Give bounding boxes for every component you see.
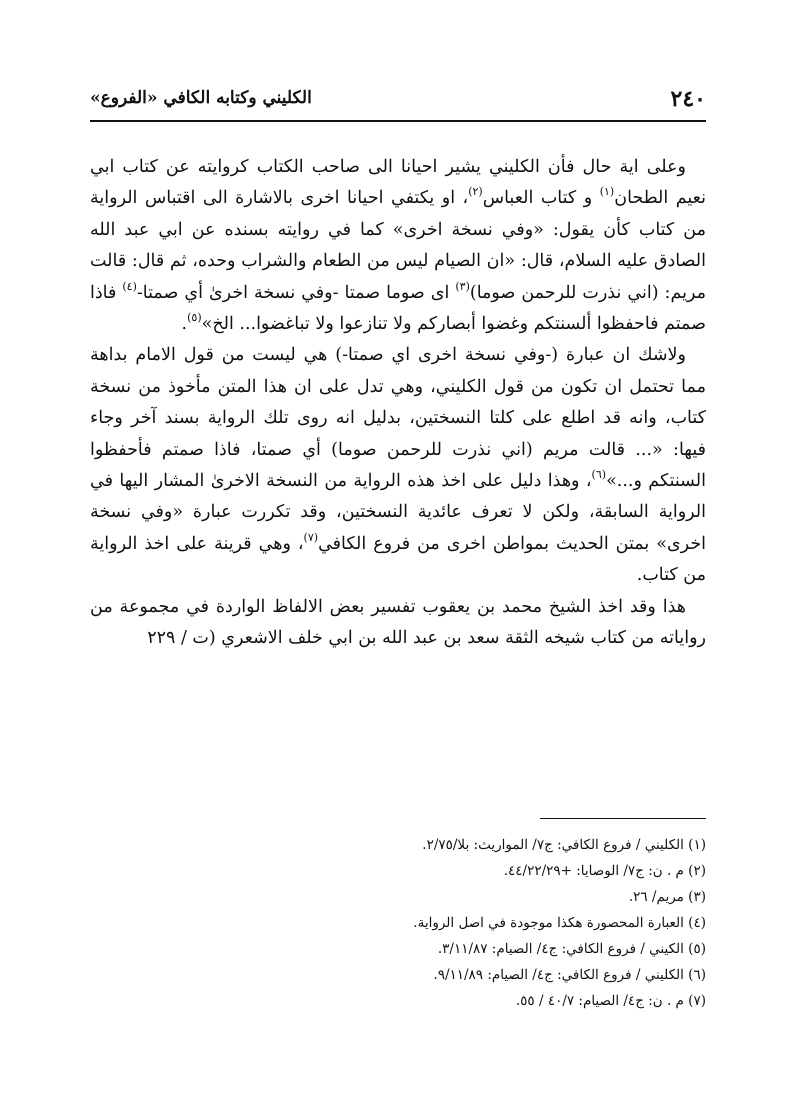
text-run: ، وهي قرينة على اخذ الرواية من كتاب. — [90, 533, 706, 586]
text-run: و كتاب العباس — [482, 188, 600, 209]
paragraph-1 — [90, 152, 706, 340]
footnote-ref-4: (٤) — [122, 279, 137, 293]
text-run: ، او يكتفي احيانا اخرى بالاشارة الى اقتباس الرواية من كتاب كأن يقول: «وفي نسخة اخرى» كما في روايته بسنده عن ابي عبد الله الصادق عليه السلام، قال: «ان الصيام ليس من الطعام والشراب وحده، ثم قال: قالت مريم: (اني نذرت للرحمن صوما) — [90, 188, 706, 303]
text-run: ولاشك ان عبارة (-وفي نسخة اخرى اي صمتا-) هي ليست من قول الامام بداهة مما تحتمل ان تكون من قول الكليني، وهي تدل على ان هذا المتن مأخوذ من نسخة كتاب، وانه قد اطلع على كلتا النسختين، بدليل انه روى تلك الرواية بسند آخر وجاء فيها: «... قالت مريم (اني نذرت للرحمن صوما) أي صمتا، فاذا صمتم فأحفظوا السنتكم و...» — [90, 345, 706, 492]
text-run: وعلى اية حال فأن الكليني يشير احيانا الى صاحب الكتاب كروايته عن كتاب ابي نعيم الطحان — [90, 157, 706, 209]
footnote-3: (٣) مريم/ ٢٦. — [628, 889, 706, 905]
footnote-rule — [540, 818, 706, 819]
main-text — [90, 152, 706, 655]
running-title: الكليني وكتابه الكافي «الفروع» — [90, 88, 312, 108]
paragraph-2 — [90, 340, 706, 591]
page-header — [90, 82, 706, 116]
page-number: ٢٤٠ — [670, 86, 706, 112]
footnotes — [200, 832, 706, 1014]
header-rule — [90, 120, 706, 122]
footnote-2: (٢) م . ن: ج٧/ الوصايا: +٤٤/٢٢/٢٩. — [503, 863, 706, 879]
footnote-7: (٧) م . ن: ج٤/ الصيام: ٤٠/٧ / ٥٥. — [515, 993, 706, 1009]
footnote-ref-3: (٣) — [455, 279, 470, 293]
footnote-ref-2: (٢) — [468, 185, 483, 199]
footnote-ref-6: (٦) — [591, 468, 607, 482]
text-run: ، وهذا دليل على اخذ هذه الرواية من النسخة الاخرىٰ المشار اليها في الرواية السابقة، ولكن لا تعرف عائدية النسختين، وقد تكررت عبارة «وفي نسخة اخرى» بمتن الحديث بمواطن اخرى من فروع الكافي — [90, 471, 706, 554]
text-run: هذا وقد اخذ الشيخ محمد بن يعقوب تفسير بعض الالفاظ الواردة في مجموعة من رواياته من كتاب شيخه الثقة سعد بن عبد الله بن ابي خلف الاشعري (ت / ٢٢٩ — [90, 596, 706, 649]
text-run: فاذا صمتم فاحفظوا ألسنتكم وغضوا أبصاركم ولا تنازعوا ولا تباغضوا... الخ» — [90, 282, 706, 335]
paragraph-3 — [90, 592, 706, 655]
footnote-5: (٥) الكيني / فروع الكافي: ج٤/ الصيام: ٣/١١/٨٧. — [437, 941, 706, 957]
footnote-ref-5: (٥) — [187, 311, 202, 325]
footnote-4: (٤) العبارة المحصورة هكذا موجودة في اصل الرواية. — [413, 915, 706, 931]
text-run: . — [181, 314, 188, 335]
footnote-6: (٦) الكليني / فروع الكافي: ج٤/ الصيام: ٩/١١/٨٩. — [433, 967, 706, 983]
footnote-ref-1: (١) — [599, 185, 615, 199]
footnote-ref-7: (٧) — [303, 530, 319, 544]
text-run: اى صوما صمتا -وفي نسخة اخرىٰ أي صمتا- — [136, 282, 456, 303]
footnote-1: (١) الكليني / فروع الكافي: ج٧/ المواريث: بلا/٢/٧٥. — [422, 837, 706, 853]
